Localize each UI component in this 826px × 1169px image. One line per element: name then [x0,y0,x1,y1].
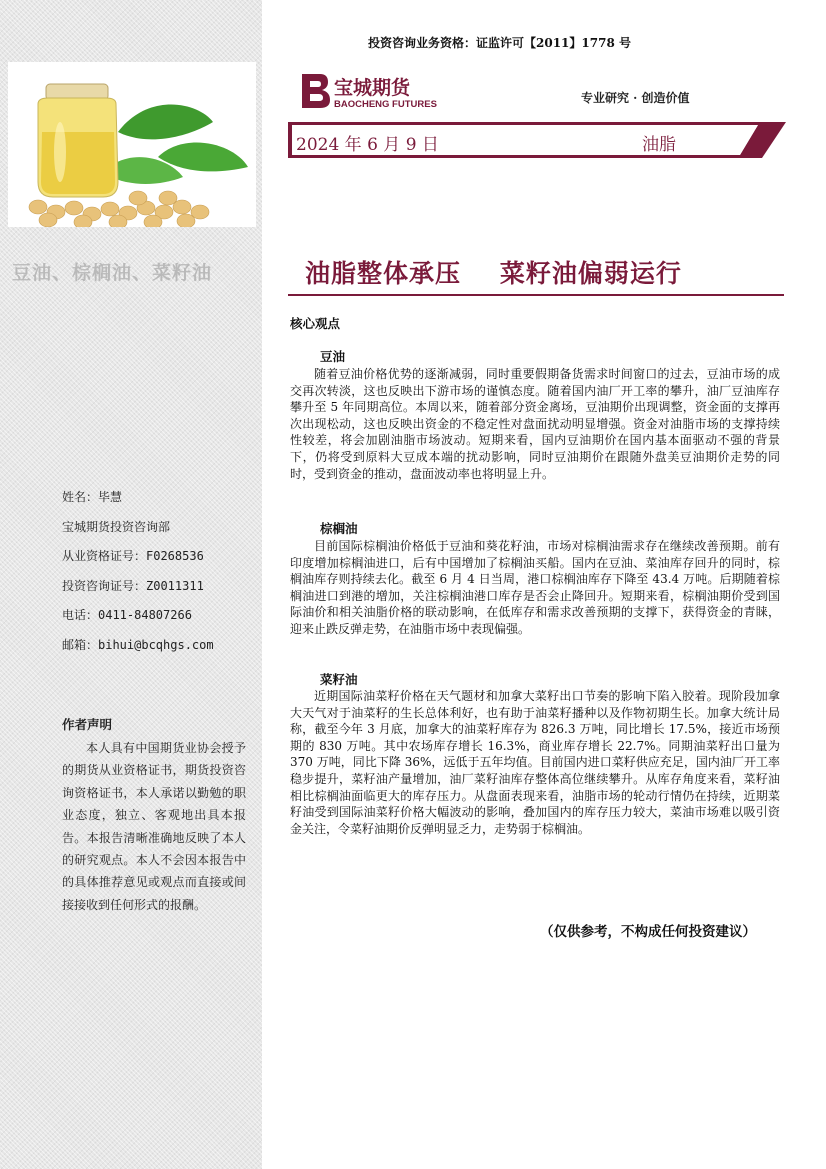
author-qualification: 从业资格证号：F0268536 [62,549,204,563]
report-date: 2024 年 6 月 9 日 [296,135,439,155]
disclaimer: （仅供参考，不构成任何投资建议） [540,924,756,940]
section-body-rapeseed-oil: 近期国际油菜籽价格在天气题材和加拿大菜籽出口节奏的影响下陷入胶着。现阶段加拿大天气对于油菜籽的生长总体利好，也有助于油菜籽播种以及作物初期生长。加拿大统计局称，截至今年 3 月底，加拿大的油菜籽库存为 826.3 万吨，同比增长 17.5%，接近市场预期的 830 万吨。其中农场库存增长 16.3%，商业库存增长 22.7%。同期油菜籽出口量为 370 万吨，同比下降 36%，远低于五年均值。目前国内进口菜籽供应充足，国内油厂开工率稳步提升，菜籽油产量增加，油厂菜籽油库存整体高位继续攀升。从库存角度来看，菜籽油相比棕榈油面临更大的库存压力。从盘面表现来看，油脂市场的轮动行情仍在持续，近期菜籽油受到国际油菜籽价格大幅波动的影响，叠加国内的库存压力较大，菜油市场难以吸引资金关注，令菜籽油期价反弹明显乏力，走势弱于棕榈油。 [290,689,780,836]
declaration-title: 作者声明 [62,717,113,732]
section-title-rapeseed-oil: 菜籽油 [320,672,358,687]
logo-brand-cn: 宝城期货 [334,77,411,99]
company-slogan: 专业研究 · 创造价值 [581,91,690,105]
oil-jar-illustration [8,62,256,227]
section-body-soybean-oil: 随着豆油价格优势的逐渐减弱，同时重要假期备货需求时间窗口的过去，豆油市场的成交再次转淡，这也反映出下游市场的谨慎态度。随着国内油厂开工率的攀升，油厂豆油库存攀升至 5 年同期高位。本周以来，随着部分资金离场，豆油期价出现调整，资金面的支撑再次出现松动，这也反映出资金的不稳定性对盘面扰动明显增强。资金对油脂市场的支撑持续性较差，将会加剧油脂市场波动。短期来看，国内豆油期价在国内基本面驱动不强的背景下，仍将受到原料大豆成本端的扰动影响，同时豆油期价在跟随外盘美豆油期价走势的同时，受到资金的推动，盘面波动率也将明显上升。 [290,367,780,481]
author-dept: 宝城期货投资咨询部 [62,519,171,534]
declaration-body: 本人具有中国期货业协会授予的期货从业资格证书，期货投资咨询资格证书，本人承诺以勤勉的职业态度，独立、客观地出具本报告。本报告清晰准确地反映了本人的研究观点。本人不会因本报告中的具体推荐意见或观点而直接或间接接收到任何形式的报酬。 [62,741,246,912]
baocheng-logo-icon [298,70,438,112]
company-logo [298,70,438,116]
section-title-palm-oil: 棕榈油 [320,521,358,536]
headline-divider [288,294,784,296]
section-body-palm-oil: 目前国际棕榈油价格低于豆油和葵花籽油，市场对棕榈油需求存在继续改善预期。前有印度增加棕榈油进口，后有中国增加了棕榈油买船。国内在豆油、菜油库存回升的同时，棕榈油库存则持续去化。截至 6 月 4 日当周，港口棕榈油库存下降至 43.4 万吨。后期随着棕榈油进口到港的增加，关注棕榈油港口库存是否会止降回升。短期来看，棕榈油期价受到国际油价和相关油脂价格的联动影响，在低库存和需求改善预期的支撑下，获得资金的青睐，迎来止跌反弹走势，在油脂市场中表现偏强。 [290,539,780,636]
soybean-oil-image [8,62,256,227]
author-name: 姓名：毕慧 [62,490,123,504]
logo-brand-en: BAOCHENG FUTURES [334,99,437,110]
headline: 油脂整体承压 菜籽油偏弱运行 [305,259,682,288]
license-text: 投资咨询业务资格：证监许可【2011】1778 号 [368,36,631,50]
author-phone: 电话：0411-84807266 [62,608,192,622]
sidebar-title: 豆油、棕榈油、菜籽油 [12,262,213,284]
author-email: 邮箱：bihui@bcqhgs.com [62,637,214,652]
author-consult-id: 投资咨询证号：Z0011311 [62,578,204,593]
section-title-soybean-oil: 豆油 [320,349,346,364]
author-contact [62,488,214,665]
report-sector: 油脂 [642,135,676,155]
core-views-label: 核心观点 [290,316,341,331]
sidebar [0,0,262,1169]
